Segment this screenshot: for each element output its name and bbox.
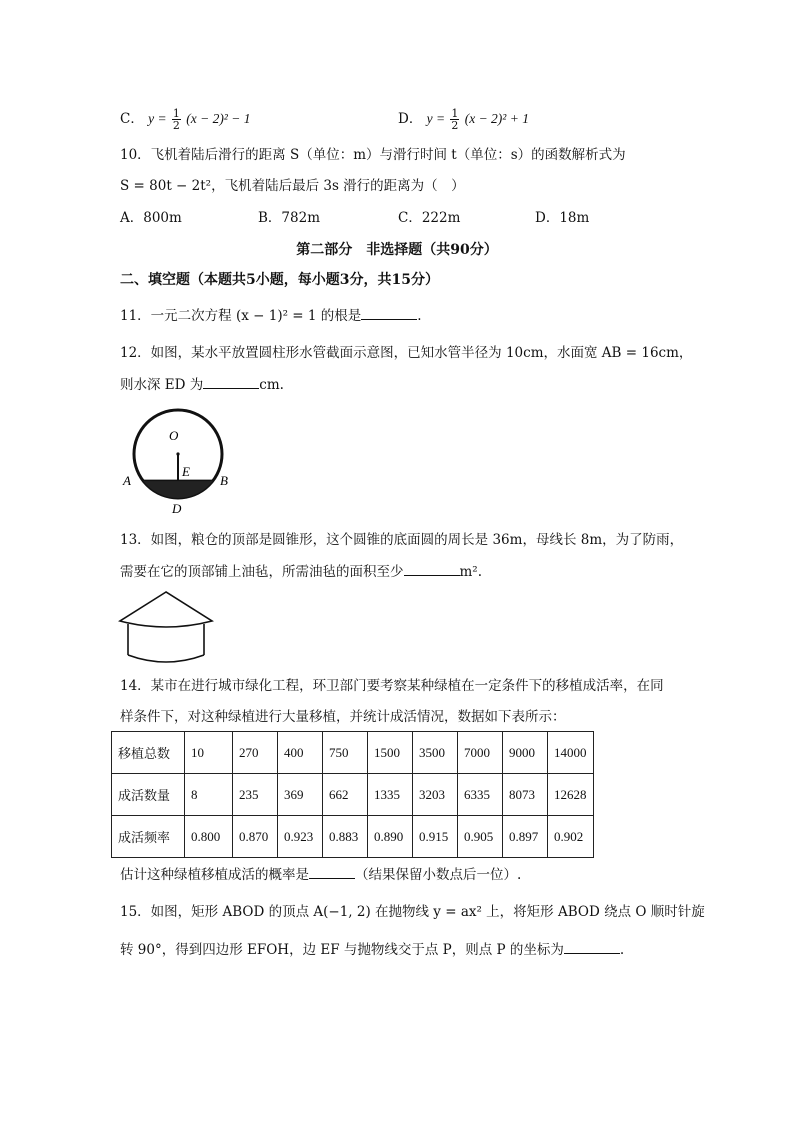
- center-point-o: [176, 452, 179, 455]
- option-d-rest: (x − 2)² + 1: [464, 111, 529, 126]
- q14-answer-blank[interactable]: [309, 865, 355, 879]
- q10-option-c: C．222m: [398, 210, 461, 226]
- row-header-survived: 成活数量: [112, 774, 185, 816]
- table-row: [112, 816, 594, 858]
- table-cell: 235: [233, 774, 278, 816]
- table-cell: 8: [185, 774, 233, 816]
- q12-answer-blank[interactable]: [203, 375, 259, 389]
- option-c-frac-den: 2: [172, 119, 180, 132]
- table-cell: 0.923: [278, 816, 323, 858]
- table-cell: 3500: [413, 732, 458, 774]
- table-cell: 0.902: [548, 816, 594, 858]
- q15-line2-start: 转 90°，得到四边形 EFOH，边 EF 与抛物线交于点 P，则点 P 的坐标为: [120, 942, 564, 958]
- q13-line2-end: m².: [459, 564, 483, 580]
- option-c-frac-num: 1: [172, 107, 180, 120]
- table-cell: 8073: [503, 774, 548, 816]
- table-row: [112, 774, 594, 816]
- table-cell: 270: [233, 732, 278, 774]
- table-cell: 3203: [413, 774, 458, 816]
- table-cell: 0.890: [368, 816, 413, 858]
- table-cell: 0.897: [503, 816, 548, 858]
- label-o: O: [169, 428, 179, 443]
- option-d-label: D．: [398, 111, 423, 127]
- table-row: [112, 732, 594, 774]
- q15-line2-end: .: [619, 942, 625, 958]
- q11-answer-blank[interactable]: [361, 306, 417, 320]
- label-e: E: [182, 464, 190, 479]
- q15-line1: 15．如图，矩形 ABOD 的顶点 A(−1, 2) 在抛物线 y = ax² 上，将矩形 ABOD 绕点 O 顺时针旋: [120, 904, 705, 920]
- q11: [120, 306, 422, 325]
- table-cell: 7000: [458, 732, 503, 774]
- table-cell: 9000: [503, 732, 548, 774]
- option-d-frac-den: 2: [451, 119, 459, 132]
- q13-answer-blank[interactable]: [404, 562, 460, 576]
- table-cell: 14000: [548, 732, 594, 774]
- table-cell: 1335: [368, 774, 413, 816]
- table-cell: 10: [185, 732, 233, 774]
- q14-line2: 样条件下，对这种绿植进行大量移植，并统计成活情况，数据如下表所示：: [120, 709, 566, 725]
- q15-line2: [120, 940, 624, 959]
- q12-line1: 12．如图，某水平放置圆柱形水管截面示意图，已知水管半径为 10cm，水面宽 AB = 16cm，: [120, 345, 693, 361]
- label-a: A: [123, 473, 131, 488]
- q11-text: 11．一元二次方程 (x − 1)² = 1 的根是: [120, 308, 362, 324]
- option-c-label: C．: [120, 111, 144, 127]
- part2-title: 第二部分 非选择题（共90分）: [296, 242, 498, 258]
- transplant-data-table: [111, 731, 594, 858]
- q15-answer-blank[interactable]: [564, 940, 620, 954]
- granary-figure: [116, 589, 216, 669]
- option-c-lhs: y =: [148, 111, 167, 126]
- q13-line2: [120, 562, 482, 581]
- row-header-frequency: 成活频率: [112, 816, 185, 858]
- q14-after-end: （结果保留小数点后一位）.: [355, 867, 522, 883]
- water-region: [143, 480, 213, 498]
- table-cell: 750: [323, 732, 368, 774]
- table-cell: 400: [278, 732, 323, 774]
- table-cell: 0.915: [413, 816, 458, 858]
- q10-option-d: D．18m: [535, 210, 590, 226]
- option-d-lhs: y =: [426, 111, 446, 126]
- q10-option-a: A．800m: [120, 210, 182, 226]
- q14-after: [120, 865, 521, 884]
- q10-option-b: B．782m: [258, 210, 320, 226]
- q14-line1: 14．某市在进行城市绿化工程，环卫部门要考察某种绿植在一定条件下的移植成活率，在同: [120, 678, 664, 694]
- label-b: B: [220, 473, 228, 488]
- table-cell: 0.883: [323, 816, 368, 858]
- label-d: D: [172, 501, 182, 516]
- table-cell: 0.800: [185, 816, 233, 858]
- q12-line2-start: 则水深 ED 为: [120, 377, 204, 393]
- q13-line2-start: 需要在它的顶部铺上油毡，所需油毡的面积至少: [120, 564, 404, 580]
- table-cell: 369: [278, 774, 323, 816]
- option-c: [120, 108, 250, 131]
- q13-line1: 13．如图，粮仓的顶部是圆锥形，这个圆锥的底面圆的周长是 36m，母线长 8m，为了防雨，: [120, 532, 684, 548]
- table-cell: 6335: [458, 774, 503, 816]
- option-c-rest: (x − 2)² − 1: [186, 111, 251, 126]
- q12-line2-end: cm.: [259, 377, 284, 393]
- table-cell: 1500: [368, 732, 413, 774]
- section2-title: 二、填空题（本题共5小题，每小题3分，共15分）: [120, 272, 439, 288]
- q10-line2: S = 80t − 2t²，飞机着陆后最后 3s 滑行的距离为（ ）: [120, 178, 465, 194]
- q14-after-start: 估计这种绿植移植成活的概率是: [120, 867, 309, 883]
- row-header-total: 移植总数: [112, 732, 185, 774]
- cylinder-base: [128, 655, 204, 662]
- pipe-cross-section-figure: [116, 404, 246, 516]
- q10-line1: 10．飞机着陆后滑行的距离 S（单位：m）与滑行时间 t（单位：s）的函数解析式为: [120, 147, 626, 163]
- cone-roof: [120, 592, 212, 627]
- table-cell: 0.905: [458, 816, 503, 858]
- q11-end: .: [417, 308, 422, 324]
- option-d: [398, 108, 529, 131]
- option-d-frac-num: 1: [451, 107, 459, 120]
- table-cell: 12628: [548, 774, 594, 816]
- option-c-fraction: [172, 108, 181, 131]
- option-d-fraction: [450, 108, 459, 131]
- table-cell: 0.870: [233, 816, 278, 858]
- q12-line2: [120, 375, 284, 394]
- table-cell: 662: [323, 774, 368, 816]
